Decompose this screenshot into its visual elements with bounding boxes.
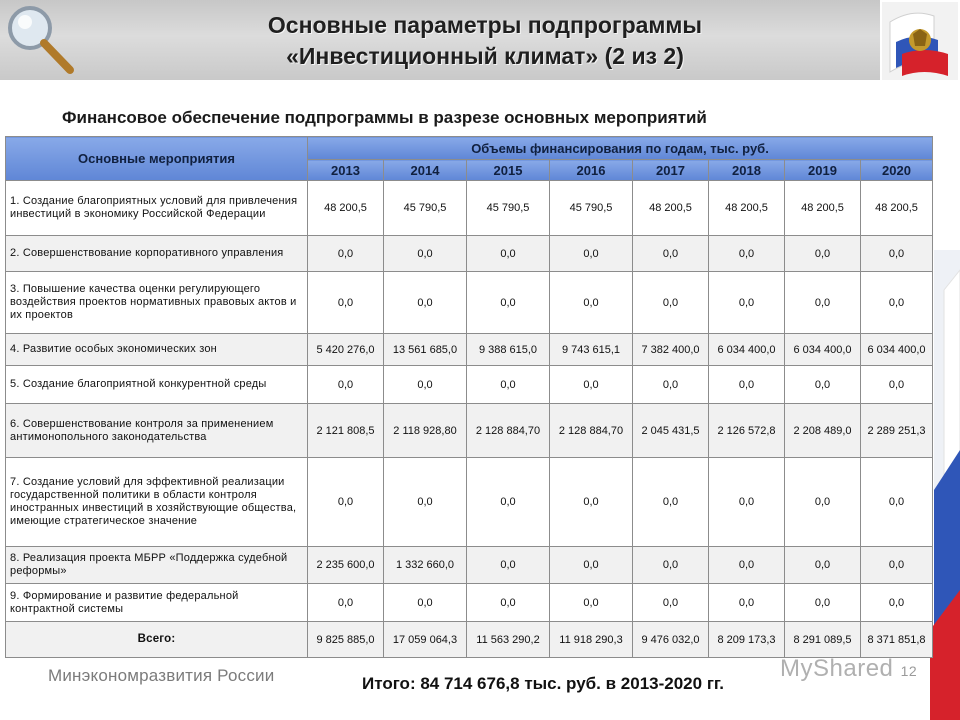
cell-value: 0,0 [467, 236, 550, 272]
row-name: 5. Создание благоприятной конкурентной среды [6, 366, 308, 404]
cell-value: 48 200,5 [308, 181, 384, 236]
title-line-2: «Инвестиционный климат» (2 из 2) [286, 43, 684, 69]
cell-value: 0,0 [467, 458, 550, 547]
cell-value: 0,0 [785, 236, 861, 272]
table-row [6, 181, 933, 236]
cell-value: 0,0 [861, 458, 933, 547]
row-name: 8. Реализация проекта МБРР «Поддержка судебной реформы» [6, 547, 308, 584]
total-value: 8 209 173,3 [709, 622, 785, 658]
cell-value: 0,0 [633, 458, 709, 547]
ministry-name: Минэкономразвития России [48, 666, 275, 685]
cell-value: 0,0 [861, 272, 933, 334]
cell-value: 0,0 [550, 547, 633, 584]
cell-value: 0,0 [785, 272, 861, 334]
row-name: 4. Развитие особых экономических зон [6, 334, 308, 366]
table-row [6, 404, 933, 458]
cell-value: 0,0 [467, 366, 550, 404]
total-value: 11 563 290,2 [467, 622, 550, 658]
title-line-1: Основные параметры подпрограммы [267, 12, 703, 38]
cell-value: 0,0 [709, 272, 785, 334]
year-2016: 2016 [550, 160, 633, 181]
cell-value: 0,0 [785, 458, 861, 547]
watermark-text: MyShared [780, 655, 894, 682]
cell-value: 2 128 884,70 [467, 404, 550, 458]
cell-value: 0,0 [709, 458, 785, 547]
cell-value: 48 200,5 [633, 181, 709, 236]
table-row [6, 584, 933, 622]
cell-value: 48 200,5 [709, 181, 785, 236]
cell-value: 0,0 [384, 366, 467, 404]
cell-value: 13 561 685,0 [384, 334, 467, 366]
cell-value: 0,0 [633, 584, 709, 622]
cell-value: 0,0 [785, 547, 861, 584]
cell-value: 0,0 [861, 584, 933, 622]
cell-value: 0,0 [633, 272, 709, 334]
cell-value: 0,0 [633, 236, 709, 272]
year-2013: 2013 [308, 160, 384, 181]
row-name: 2. Совершенствование корпоративного управления [6, 236, 308, 272]
year-2020: 2020 [861, 160, 933, 181]
magnifier-icon [0, 0, 80, 78]
cell-value: 0,0 [550, 236, 633, 272]
table-row [6, 366, 933, 404]
cell-value: 0,0 [384, 272, 467, 334]
year-2017: 2017 [633, 160, 709, 181]
total-value: 17 059 064,3 [384, 622, 467, 658]
row-name: 7. Создание условий для эффективной реализации государственной политики в области контроля иностранных инвестиций в хозяйствующие общества, имеющие стратегическое значение [6, 458, 308, 547]
cell-value: 2 126 572,8 [709, 404, 785, 458]
cell-value: 2 045 431,5 [633, 404, 709, 458]
year-2018: 2018 [709, 160, 785, 181]
cell-value: 0,0 [709, 236, 785, 272]
total-value: 8 371 851,8 [861, 622, 933, 658]
cell-value: 0,0 [308, 584, 384, 622]
cell-value: 2 235 600,0 [308, 547, 384, 584]
cell-value: 0,0 [467, 272, 550, 334]
cell-value: 2 289 251,3 [861, 404, 933, 458]
row-name: 3. Повышение качества оценки регулирующего воздействия проектов нормативных правовых актов и их проектов [6, 272, 308, 334]
table-row [6, 272, 933, 334]
cell-value: 0,0 [709, 584, 785, 622]
cell-value: 48 200,5 [785, 181, 861, 236]
cell-value: 0,0 [861, 366, 933, 404]
cell-value: 0,0 [308, 458, 384, 547]
table-total-row [6, 622, 933, 658]
grand-total: Итого: 84 714 676,8 тыс. руб. в 2013-2020 гг. [362, 674, 724, 693]
cell-value: 0,0 [384, 458, 467, 547]
cell-value: 45 790,5 [384, 181, 467, 236]
cell-value: 0,0 [308, 236, 384, 272]
total-value: 8 291 089,5 [785, 622, 861, 658]
cell-value: 0,0 [384, 584, 467, 622]
table-row [6, 547, 933, 584]
cell-value: 0,0 [709, 366, 785, 404]
cell-value: 0,0 [633, 547, 709, 584]
flag-emblem-icon [882, 2, 958, 80]
row-name: 1. Создание благоприятных условий для привлечения инвестиций в экономику Российской Федерации [6, 181, 308, 236]
cell-value: 6 034 400,0 [709, 334, 785, 366]
cell-value: 9 743 615,1 [550, 334, 633, 366]
cell-value: 5 420 276,0 [308, 334, 384, 366]
year-2014: 2014 [384, 160, 467, 181]
table-row [6, 236, 933, 272]
cell-value: 0,0 [467, 584, 550, 622]
total-value: 9 476 032,0 [633, 622, 709, 658]
cell-value: 0,0 [550, 366, 633, 404]
cell-value: 0,0 [467, 547, 550, 584]
cell-value: 0,0 [550, 458, 633, 547]
page-number: 12 [900, 663, 918, 679]
cell-value: 48 200,5 [861, 181, 933, 236]
financing-table [5, 136, 933, 658]
page-title [90, 10, 880, 72]
cell-value: 0,0 [861, 236, 933, 272]
year-2019: 2019 [785, 160, 861, 181]
table-row [6, 334, 933, 366]
cell-value: 0,0 [550, 272, 633, 334]
cell-value: 2 208 489,0 [785, 404, 861, 458]
cell-value: 2 121 808,5 [308, 404, 384, 458]
total-value: 9 825 885,0 [308, 622, 384, 658]
row-name: 6. Совершенствование контроля за применением антимонопольного законодательства [6, 404, 308, 458]
watermark [780, 655, 917, 683]
table-row [6, 458, 933, 547]
cell-value: 7 382 400,0 [633, 334, 709, 366]
cell-value: 1 332 660,0 [384, 547, 467, 584]
cell-value: 0,0 [384, 236, 467, 272]
cell-value: 0,0 [308, 272, 384, 334]
cell-value: 6 034 400,0 [785, 334, 861, 366]
section-subtitle: Финансовое обеспечение подпрограммы в разрезе основных мероприятий [62, 108, 707, 127]
total-value: 11 918 290,3 [550, 622, 633, 658]
cell-value: 45 790,5 [550, 181, 633, 236]
cell-value: 0,0 [861, 547, 933, 584]
cell-value: 2 118 928,80 [384, 404, 467, 458]
cell-value: 45 790,5 [467, 181, 550, 236]
year-2015: 2015 [467, 160, 550, 181]
cell-value: 2 128 884,70 [550, 404, 633, 458]
header-measures: Основные мероприятия [6, 137, 308, 181]
header-volumes: Объемы финансирования по годам, тыс. руб. [308, 137, 933, 160]
total-label: Всего: [6, 622, 308, 658]
cell-value: 6 034 400,0 [861, 334, 933, 366]
cell-value: 0,0 [785, 366, 861, 404]
row-name: 9. Формирование и развитие федеральной контрактной системы [6, 584, 308, 622]
cell-value: 0,0 [709, 547, 785, 584]
cell-value: 9 388 615,0 [467, 334, 550, 366]
cell-value: 0,0 [308, 366, 384, 404]
cell-value: 0,0 [633, 366, 709, 404]
cell-value: 0,0 [550, 584, 633, 622]
cell-value: 0,0 [785, 584, 861, 622]
table-header-row [6, 137, 933, 160]
